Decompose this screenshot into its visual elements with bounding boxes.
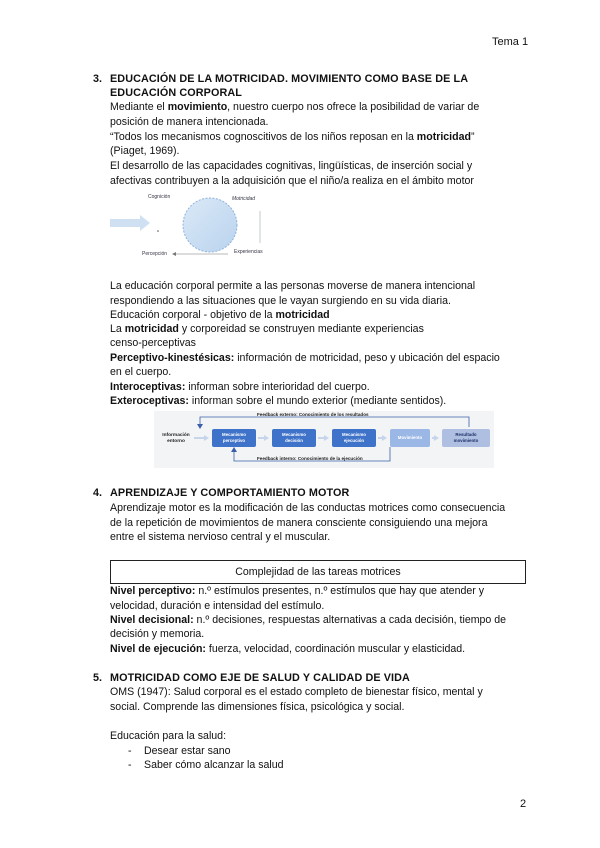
motricity-diagram: [110, 193, 268, 261]
page-number: 2: [520, 798, 527, 810]
flow-arrow-5: [432, 435, 439, 441]
section-3-number: 3.: [93, 73, 103, 85]
box-line1: Mecanismo: [222, 432, 246, 437]
exteroceptive: [110, 395, 446, 407]
box-label-result: [442, 432, 490, 444]
bold-term: Interoceptivas:: [110, 381, 186, 393]
perceptive-kinesthetic-line2: en el cuerpo.: [110, 366, 172, 378]
bold-term: motricidad: [416, 131, 471, 143]
decisional-level: [110, 614, 506, 626]
perceptive-level-line2: velocidad, duración e intensidad del estímulo.: [110, 600, 325, 612]
internal-feedback-label: Feedback interno: Conocimiento de la ejecución: [257, 456, 363, 461]
bold-term: Nivel perceptivo:: [110, 585, 196, 597]
paragraph-development-line1: El desarrollo de las capacidades cognitivas, lingüísticas, de inserción social y: [110, 160, 473, 172]
health-education-title: Educación para la salud:: [110, 730, 227, 742]
bullet-item: Saber cómo alcanzar la salud: [144, 759, 284, 771]
box-line1: Mecanismo: [342, 432, 366, 437]
incoming-arrow-shaft: [110, 219, 140, 227]
incoming-arrow-head: [140, 215, 150, 231]
bottom-arrow-head: [172, 252, 176, 256]
text: “Todos los mecanismos cognoscitivos de los niños reposan en la: [110, 131, 417, 143]
header-topic: Tema 1: [492, 36, 529, 48]
piaget-quote: [110, 131, 474, 143]
bold-term: Exteroceptivas:: [110, 395, 189, 407]
piaget-citation: (Piaget, 1969).: [110, 145, 180, 157]
fig1-label-experiences: Experiencias: [234, 249, 263, 255]
flow-arrow-4: [378, 435, 387, 441]
task-complexity-title: Complejidad de las tareas motrices: [235, 566, 401, 578]
paragraph-development-line2: afectivas contribuyen a la adquisición que el niño/a realiza en el ámbito motor: [110, 175, 474, 187]
decisional-level-line2: decisión y memoria.: [110, 628, 205, 640]
bullet-dash: -: [128, 745, 132, 757]
motricity-line: [110, 323, 424, 335]
section-5-number: 5.: [93, 672, 103, 684]
section-4-number: 4.: [93, 487, 103, 499]
box-label-movement: [390, 435, 430, 441]
input-label-line2: entorno: [167, 439, 185, 444]
section-4-title: APRENDIZAJE Y COMPORTAMIENTO MOTOR: [110, 487, 350, 499]
text: La: [110, 323, 125, 335]
text: información de motricidad, peso y ubicación del espacio: [234, 352, 500, 364]
box-line1: Resultado: [455, 432, 477, 437]
perceptive-kinesthetic: [110, 352, 500, 364]
box-line2: movimiento: [453, 438, 479, 443]
oms-line1: OMS (1947): Salud corporal es el estado completo de bienestar físico, mental y: [110, 686, 483, 698]
text: Mediante el: [110, 101, 168, 113]
execution-level: [110, 643, 465, 655]
box-line1: Mecanismo: [282, 432, 306, 437]
text: n.º decisiones, respuestas alternativas a cada decisión, tiempo de: [193, 614, 507, 626]
interoceptive: [110, 381, 370, 393]
bullet-item: Desear estar sano: [144, 745, 231, 757]
section-5-title: MOTRICIDAD COMO EJE DE SALUD Y CALIDAD DE VIDA: [110, 672, 410, 684]
text: n.º estímulos presentes, n.º estímulos que hay que atender y: [195, 585, 485, 597]
text: , nuestro cuerpo nos ofrece la posibilidad de variar de: [227, 101, 480, 113]
section-3-title-line2: EDUCACIÓN CORPORAL: [110, 87, 242, 99]
perceptive-level: [110, 585, 484, 597]
bold-term: Nivel de ejecución:: [110, 643, 206, 655]
motricity-line2: censo-perceptivas: [110, 337, 196, 349]
flow-arrow-1: [194, 435, 209, 441]
flow-arrow-3: [318, 435, 329, 441]
fig1-label-perception: Percepción: [142, 251, 168, 257]
text: fuerza, velocidad, coordinación muscular y elasticidad.: [205, 643, 466, 655]
input-label-line1: Información: [162, 433, 190, 438]
bold-term: motricidad: [124, 323, 179, 335]
bold-term: movimiento: [167, 101, 228, 113]
bold-term: motricidad: [275, 309, 330, 321]
text: ”: [470, 131, 475, 143]
internal-feedback-arrowhead: [231, 447, 237, 452]
central-circle: [183, 198, 237, 252]
text: informan sobre el mundo exterior (mediante sentidos).: [188, 395, 447, 407]
fig1-label-motricity: Motricidad: [232, 196, 256, 202]
environment-input: [158, 433, 194, 445]
box-label-perceptive: [212, 432, 256, 444]
paragraph-corporal-line1: La educación corporal permite a las personas moverse de manera intencional: [110, 280, 476, 292]
fig1-label-cognition: Cognición: [148, 194, 171, 200]
external-feedback-label: Feedback externo: Conocimiento de los resultados: [257, 412, 369, 417]
bullet-dash: -: [128, 759, 132, 771]
flow-arrow-2: [258, 435, 269, 441]
box-line2: perceptivo: [222, 438, 246, 443]
external-feedback-arrowhead: [197, 424, 203, 429]
motor-mechanism-diagram: [154, 411, 494, 468]
box-label-execution: [332, 432, 376, 444]
task-complexity-box: [110, 560, 526, 584]
oms-line2: social. Comprende las dimensiones física, psicológica y social.: [110, 701, 405, 713]
paragraph-corporal-line2: respondiendo a las situaciones que le vayan surgiendo en su vida diaria.: [110, 295, 451, 307]
bold-term: Perceptivo-kinestésicas:: [110, 352, 235, 364]
text: informan sobre interioridad del cuerpo.: [185, 381, 370, 393]
box-line2: decisión: [285, 438, 303, 443]
motor-learning-line2: de la repetición de movimientos de manera consciente consiguiendo una mejora: [110, 517, 488, 529]
motor-learning-line3: entre el sistema nervioso central y el muscular.: [110, 531, 331, 543]
text: y corporeidad se construyen mediante experiencias: [178, 323, 424, 335]
box-line1: Movimiento: [397, 435, 423, 440]
box-label-decision: [272, 432, 316, 444]
corporal-objective: [110, 309, 330, 321]
text: Educación corporal - objetivo de la: [110, 309, 276, 321]
external-feedback-line: [200, 417, 469, 427]
paragraph-movement-line2: posición de manera intencionada.: [110, 116, 269, 128]
paragraph-movement: [110, 101, 479, 113]
section-3-title-line1: EDUCACIÓN DE LA MOTRICIDAD. MOVIMIENTO COMO BASE DE LA: [110, 73, 469, 85]
box-line2: ejecución: [343, 438, 365, 443]
motor-learning-line1: Aprendizaje motor es la modificación de las conductas motrices como consecuencia: [110, 502, 506, 514]
bold-term: Nivel decisional:: [110, 614, 194, 626]
small-dot: [157, 230, 159, 232]
